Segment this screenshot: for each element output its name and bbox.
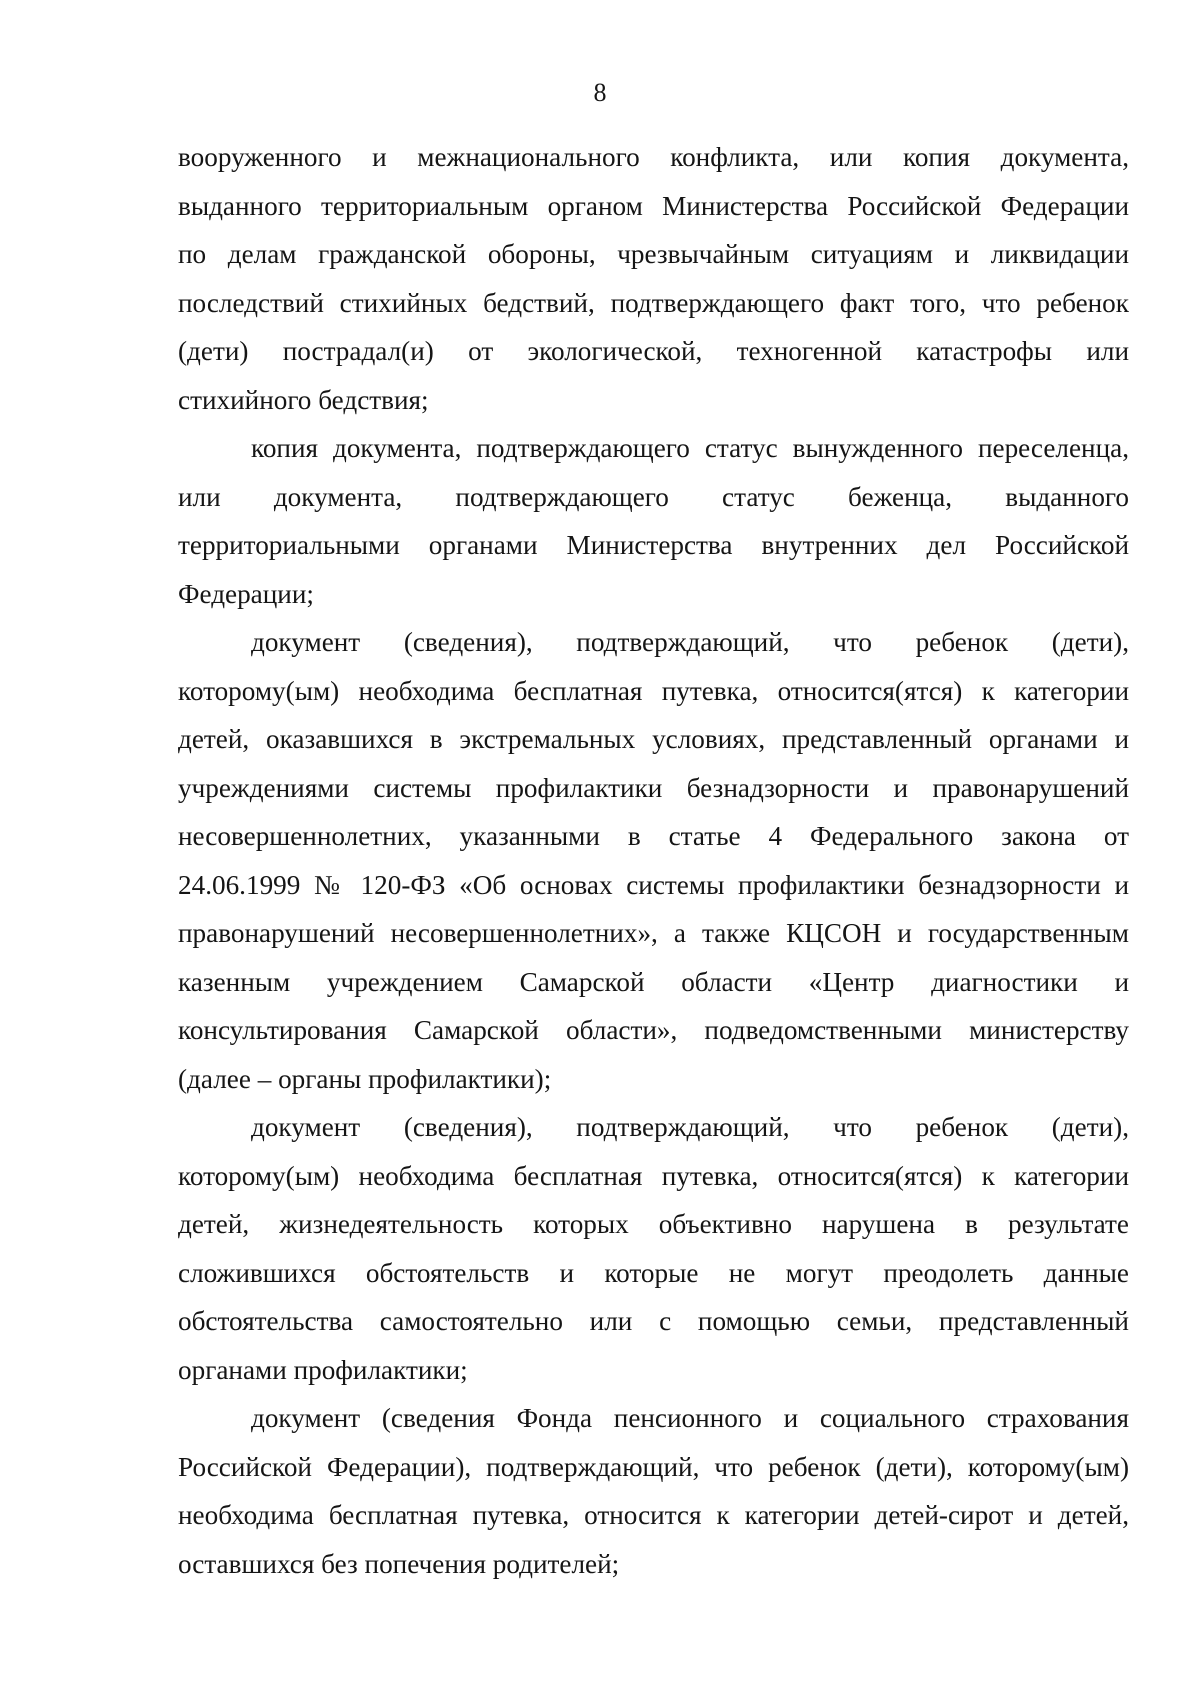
text-line: которому(ым) необходима бесплатная путевка, относится(ятся) к категории	[178, 1160, 1129, 1191]
text-line: территориальными органами Министерства внутренних дел Российской	[178, 530, 1129, 560]
text-line: 24.06.1999 № 120-ФЗ «Об основах системы профилактики безнадзорности и	[178, 869, 1129, 900]
text-line: оставшихся без попечения родителей;	[178, 1548, 620, 1579]
text-line: детей, жизнедеятельность которых объективно нарушена в результате	[178, 1209, 1129, 1239]
text-line: документ (сведения Фонда пенсионного и социального страхования	[251, 1403, 1129, 1433]
paragraph-3	[178, 618, 1129, 1103]
text-line: стихийного бедствия;	[178, 384, 429, 415]
paragraph-2	[178, 424, 1129, 618]
text-line: обстоятельства самостоятельно или с помощью семьи, представленный	[178, 1306, 1129, 1336]
text-line: необходима бесплатная путевка, относится к категории детей-сирот и детей,	[178, 1500, 1129, 1530]
text-line: вооруженного и межнационального конфликта, или копия документа,	[178, 142, 1129, 172]
text-line: (дети) пострадал(и) от экологической, техногенной катастрофы или	[178, 336, 1129, 366]
text-line: органами профилактики;	[178, 1354, 468, 1385]
text-line: выданного территориальным органом Министерства Российской Федерации	[178, 190, 1129, 221]
paragraph-5	[178, 1394, 1129, 1588]
text-line: несовершеннолетних, указанными в статье 4 Федерального закона от	[178, 821, 1129, 851]
paragraph-1	[178, 133, 1129, 424]
text-line: или документа, подтверждающего статус беженца, выданного	[178, 481, 1129, 512]
page-number: 8	[593, 78, 607, 107]
paragraph-4	[178, 1103, 1129, 1394]
text-line: Российской Федерации), подтверждающий, что ребенок (дети), которому(ым)	[178, 1451, 1129, 1482]
text-line: правонарушений несовершеннолетних», а также КЦСОН и государственным	[178, 918, 1129, 948]
text-line: последствий стихийных бедствий, подтверждающего факт того, что ребенок	[178, 287, 1129, 318]
text-line: Федерации;	[178, 578, 314, 609]
text-line: казенным учреждением Самарской области «Центр диагностики и	[178, 966, 1129, 997]
text-line: документ (сведения), подтверждающий, что ребенок (дети),	[251, 627, 1129, 657]
text-line: по делам гражданской обороны, чрезвычайным ситуациям и ликвидации	[178, 239, 1129, 269]
text-line: сложившихся обстоятельств и которые не могут преодолеть данные	[178, 1257, 1129, 1288]
text-line: учреждениями системы профилактики безнадзорности и правонарушений	[178, 772, 1129, 803]
document-body	[178, 133, 1129, 1588]
text-line: документ (сведения), подтверждающий, что ребенок (дети),	[251, 1112, 1129, 1142]
text-line: детей, оказавшихся в экстремальных условиях, представленный органами и	[178, 724, 1129, 754]
text-line: которому(ым) необходима бесплатная путевка, относится(ятся) к категории	[178, 675, 1129, 706]
text-line: консультирования Самарской области», подведомственными министерству	[178, 1015, 1129, 1045]
text-line: (далее – органы профилактики);	[178, 1063, 552, 1094]
text-line: копия документа, подтверждающего статус вынужденного переселенца,	[251, 433, 1129, 463]
